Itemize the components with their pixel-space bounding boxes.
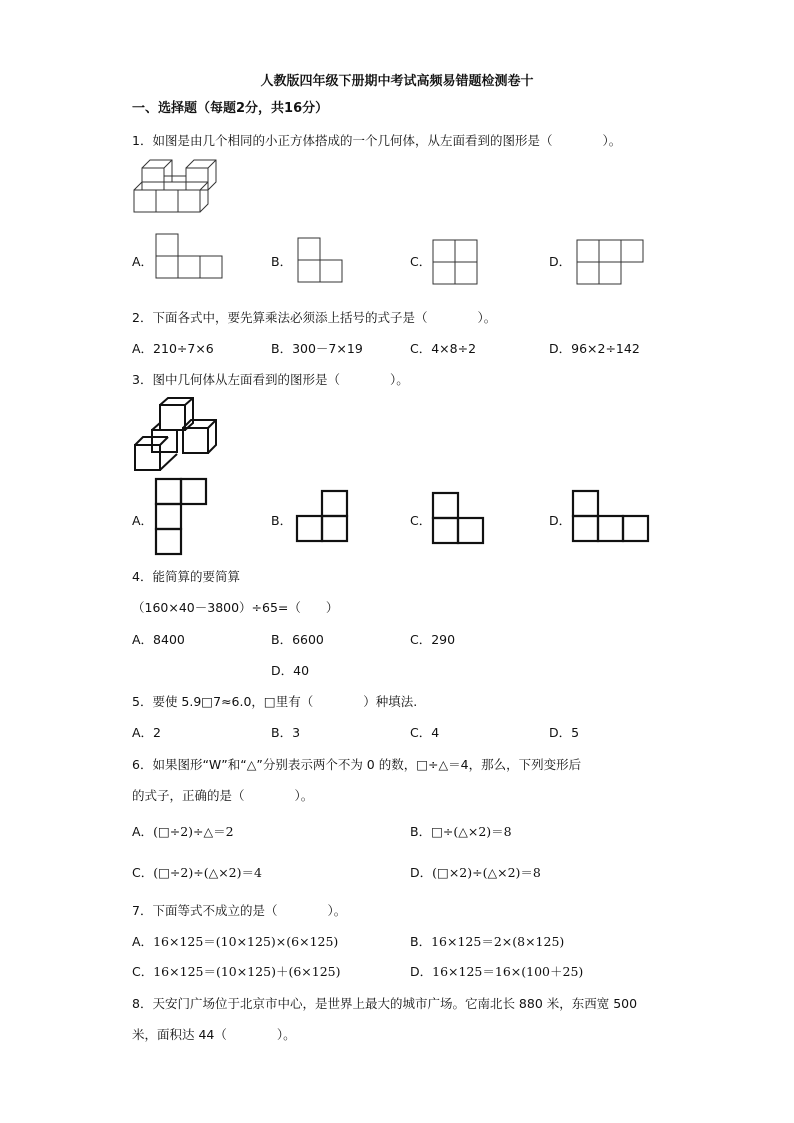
question-1-option-c: C． — [410, 254, 432, 269]
question-4-option-c: C．290 — [410, 632, 456, 647]
option-letter: C． — [132, 865, 154, 880]
question-3-option-b: B． — [271, 513, 293, 528]
question-1-option-c-figure — [432, 239, 478, 285]
question-3-option-c-figure — [432, 492, 486, 546]
question-4-expression: （160×40－3800）÷65=（ ） — [132, 600, 339, 615]
option-math: 16×125＝(10×125)＋(6×125) — [153, 964, 341, 979]
question-2: 2．下面各式中，要先算乘法必须添上括号的式子是（ ）。 — [132, 310, 497, 325]
question-6-option-b — [410, 822, 512, 840]
question-1-option-d: D． — [549, 254, 572, 269]
question-2-option-b: B．300－7×19 — [271, 341, 363, 356]
question-6-option-d — [410, 863, 541, 881]
question-4-option-b: B．6600 — [271, 632, 324, 647]
question-7-option-a — [132, 932, 338, 950]
option-letter: B． — [410, 824, 432, 839]
question-1-option-d-figure — [576, 239, 644, 285]
question-8-line-2: 米，面积达 44（ ）。 — [132, 1027, 296, 1042]
section-heading: 一、选择题（每题2分，共16分） — [132, 101, 329, 116]
question-7: 7．下面等式不成立的是（ ）。 — [132, 903, 347, 918]
question-3-option-c: C． — [410, 513, 432, 528]
option-math: (□×2)÷(△×2)＝8 — [432, 865, 541, 880]
question-1-option-b-figure — [297, 237, 343, 283]
question-5: 5．要使 5.9□7≈6.0，□里有（ ）种填法. — [132, 694, 418, 709]
option-math: 16×125＝2×(8×125) — [431, 934, 565, 949]
question-3-option-b-figure — [296, 490, 350, 544]
question-2-option-d: D．96×2÷142 — [549, 341, 640, 356]
question-3-option-a-figure — [155, 478, 209, 556]
option-math: (□÷2)÷(△×2)＝4 — [153, 865, 262, 880]
question-7-option-d — [410, 962, 583, 980]
option-math: 16×125＝16×(100＋25) — [432, 964, 584, 979]
option-letter: B． — [410, 934, 432, 949]
question-5-option-a: A．2 — [132, 725, 162, 740]
question-7-option-c — [132, 962, 341, 980]
question-1-option-a: A． — [132, 254, 154, 269]
question-6: 6．如果图形“W”和“△”分别表示两个不为 0 的数，□÷△＝4，那么，下列变形后 — [132, 757, 582, 772]
question-3: 3．图中几何体从左面看到的图形是（ ）。 — [132, 372, 409, 387]
question-4-option-a: A．8400 — [132, 632, 185, 647]
question-5-option-c: C．4 — [410, 725, 440, 740]
page-title: 人教版四年级下册期中考试高频易错题检测卷十 — [260, 74, 534, 89]
question-6-line-2: 的式子，正确的是（ ）。 — [132, 788, 314, 803]
option-letter: D． — [410, 964, 433, 979]
question-1-figure — [133, 157, 213, 213]
question-1: 1．如图是由几个相同的小正方体搭成的一个几何体，从左面看到的图形是（ ）。 — [132, 133, 622, 148]
question-6-option-a — [132, 822, 234, 840]
option-letter: C． — [132, 964, 154, 979]
question-5-option-b: B．3 — [271, 725, 301, 740]
question-4: 4．能简算的要简算 — [132, 569, 240, 584]
option-math: □÷(△×2)＝8 — [431, 824, 512, 839]
question-8: 8．天安门广场位于北京市中心，是世界上最大的城市广场。它南北长 880 米，东西宽 500 — [132, 996, 638, 1011]
question-6-option-c — [132, 863, 262, 881]
question-3-option-d: D． — [549, 513, 572, 528]
question-4-option-d: D．40 — [271, 663, 310, 678]
option-letter: A． — [132, 934, 154, 949]
option-math: (□÷2)÷△＝2 — [153, 824, 234, 839]
option-letter: D． — [410, 865, 433, 880]
question-1-option-a-figure — [155, 233, 223, 279]
question-3-option-d-figure — [572, 490, 652, 544]
question-3-option-a: A． — [132, 513, 154, 528]
option-letter: A． — [132, 824, 154, 839]
option-math: 16×125＝(10×125)×(6×125) — [153, 934, 339, 949]
question-3-figure — [133, 396, 223, 474]
question-7-option-b — [410, 932, 564, 950]
question-1-option-b: B． — [271, 254, 293, 269]
question-2-option-a: A．210÷7×6 — [132, 341, 214, 356]
question-5-option-d: D．5 — [549, 725, 580, 740]
question-2-option-c: C．4×8÷2 — [410, 341, 477, 356]
